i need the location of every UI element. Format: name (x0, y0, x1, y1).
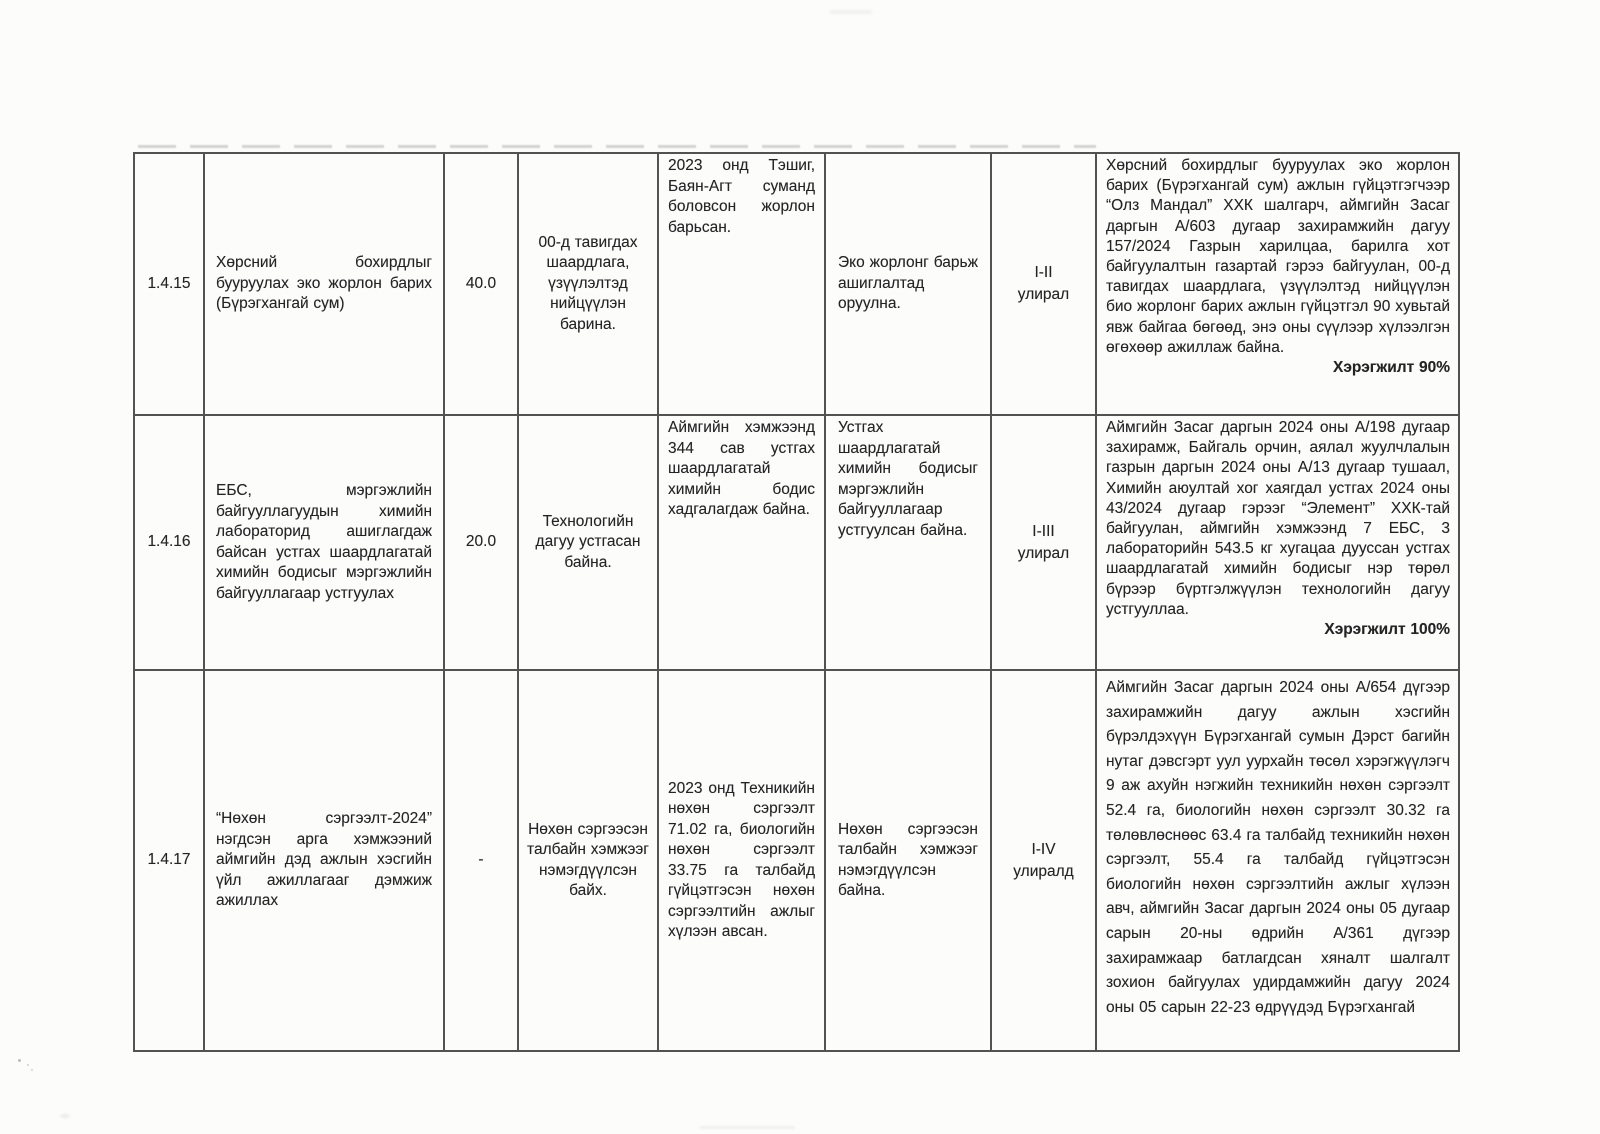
implementation-text: Аймгийн Засаг даргын 2024 оны А/654 дүгээр захирамжийн дагуу ажлын хэсгийн бүрэлдэхүүн Бүрэгхангай сумын Дэрст багийн нутаг дэвсгэрт уул уурхайн төсөл хэрэгжүүлэгч 9 аж ахуйн нэгжийн техникийн нөхөн сэргээлт 52.4 га, биологийн нөхөн сэргээлт 30.32 га төлөвлөснөөс 63.4 га талбайд техникийн нөхөн сэргээлт, 55.4 га талбайд гүйцэтгэсэн биологийн нөхөн сэргээлтийн ажлыг хүлээн авч, аймгийн Засаг даргын 2024 оны 05 дугаар сарын 20-ны өдрийн А/361 дүгээр захирамжаар батлагдсан хяналт шалгалт зохион байгуулах удирдамжийн дагуу 2024 оны 05 сарын 22-23 өдрүүдэд Бүрэгхангай (1106, 679, 1450, 1016)
quarter-line: I-II (1034, 264, 1053, 281)
cell-target-criteria: Технологийн дагуу устгасан байна. (518, 415, 658, 670)
implementation-text: Аймгийн Засаг даргын 2024 оны А/198 дугаар захирамж, Байгаль орчин, аялал жуулчлалын газрын даргын 2024 оны А/13 дугаар тушаал, Химийн аюултай хог хаягдал устгах 2024 оны 43/2024 дугаар гэрээг “Элемент” ХХК-тай байгуулан, аймгийн хэмжээнд 7 ЕБС, 3 лабораторийн 543.5 кг хугацаа дууссан устгах шаардлагатай химийн бодисыг нэр төрөл бүрээр бүртгэлжүүлэн технологийн дагуу устгууллаа. (1106, 419, 1450, 618)
implementation-progress: Хэрэгжилт 100% (1324, 621, 1450, 639)
quarter-line: улирал (1017, 544, 1070, 562)
quarter-line: улирал (1017, 286, 1070, 303)
cell-implementation (1096, 153, 1459, 415)
cell-implementation (1096, 415, 1459, 670)
scan-artifact (138, 145, 1096, 148)
scan-artifact (60, 1114, 70, 1118)
cell-budget: 20.0 (444, 415, 518, 670)
quarter-line: I-III (1032, 522, 1055, 540)
cell-implementation (1096, 670, 1459, 1051)
scan-artifact (27, 1064, 29, 1066)
quarter-line: улиралд (1013, 862, 1074, 880)
scan-artifact (31, 1069, 33, 1071)
cell-task: “Нөхөн сэргээлт-2024” нэгдсэн арга хэмжээний аймгийн дэд ажлын хэсгийн үйл ажиллагааг дэмжиж ажиллах (204, 670, 444, 1051)
cell-target-criteria: 00-д тавигдах шаардлага, үзүүлэлтэд нийцүүлэн барина. (518, 153, 658, 415)
implementation-progress: Хэрэгжилт 90% (1333, 359, 1450, 377)
table-row (134, 153, 1459, 415)
cell-quarter (991, 415, 1096, 670)
cell-quarter (991, 153, 1096, 415)
scan-artifact (700, 1126, 795, 1129)
cell-budget: - (444, 670, 518, 1051)
cell-expected-outcome: Устгах шаардлагатай химийн бодисыг мэргэжлийн байгууллагаар устгуулсан байна. (825, 415, 991, 670)
cell-baseline: 2023 онд Тэшиг, Баян-Агт суманд боловсон жорлон барьсан. (658, 153, 825, 415)
table-row (134, 670, 1459, 1051)
cell-baseline: Аймгийн хэмжээнд 344 сав устгах шаардлагатай химийн бодис хадгалагдаж байна. (658, 415, 825, 670)
scan-artifact (18, 1059, 21, 1062)
cell-budget: 40.0 (444, 153, 518, 415)
cell-index: 1.4.17 (134, 670, 204, 1051)
scan-artifact (830, 10, 872, 14)
cell-expected-outcome: Эко жорлонг барьж ашиглалтад оруулна. (825, 153, 991, 415)
cell-task: ЕБС, мэргэжлийн байгууллагуудын химийн лабораторид ашиглагдаж байсан устгах шаардлагатай химийн бодисыг мэргэжлийн байгууллагаар устгуулах (204, 415, 444, 670)
cell-quarter (991, 670, 1096, 1051)
quarter-line: I-IV (1031, 840, 1056, 858)
cell-task: Хөрсний бохирдлыг бууруулах эко жорлон барих (Бүрэгхангай сум) (204, 153, 444, 415)
cell-expected-outcome: Нөхөн сэргээсэн талбайн хэмжээг нэмэгдүүлсэн байна. (825, 670, 991, 1051)
cell-baseline: 2023 онд Техникийн нөхөн сэргээлт 71.02 га, биологийн нөхөн сэргээлт 33.75 га талбайд гүйцэтгэсэн нөхөн сэргээлтийн ажлыг хүлээн авсан. (658, 670, 825, 1051)
cell-target-criteria: Нөхөн сэргээсэн талбайн хэмжээг нэмэгдүүлсэн байх. (518, 670, 658, 1051)
implementation-text: Хөрсний бохирдлыг бууруулах эко жорлон барих (Бүрэгхангай сум) ажлын гүйцэтгэгчээр “Олз Мандал” ХХК шалгарч, аймгийн Засаг даргын А/603 дугаар захирамжийн дагуу 157/2024 Газрын харилцаа, барилга хот байгуулалтын газартай гэрээ байгуулан, 00-д тавигдах шаардлага, үзүүлэлтэд нийцүүлэн био жорлонг барих ажлын гүйцэтгэл 90 хувьтай явж байгаа бөгөөд, энэ оны сүүлээр хүлээлгэн өгөхөөр ажиллаж байна. (1106, 157, 1450, 356)
table-row (134, 415, 1459, 670)
cell-index: 1.4.15 (134, 153, 204, 415)
cell-index: 1.4.16 (134, 415, 204, 670)
activity-report-table (133, 152, 1460, 1052)
